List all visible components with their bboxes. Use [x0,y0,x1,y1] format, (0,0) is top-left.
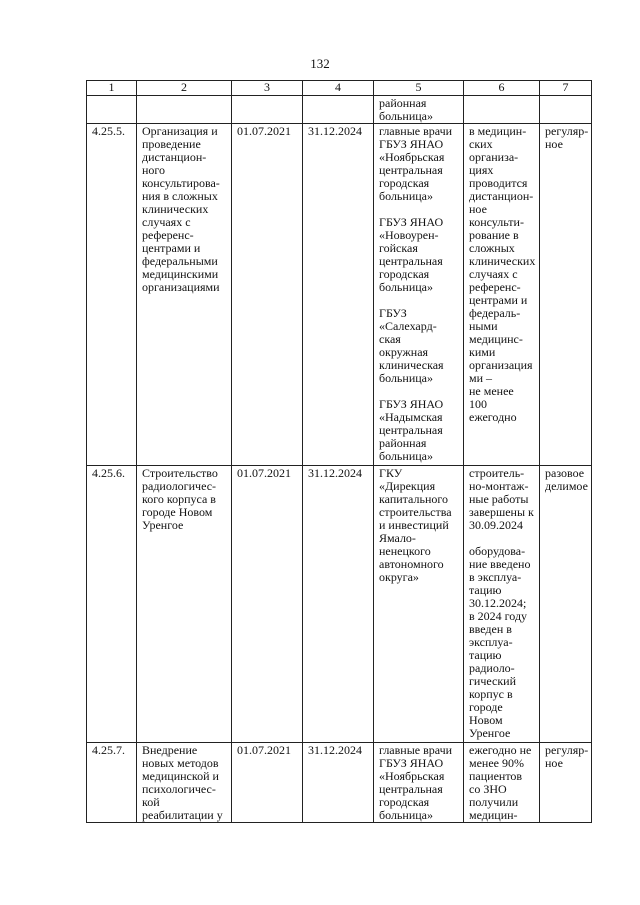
header-cell: 1 [87,81,137,96]
row-number: 4.25.5. [87,124,137,466]
row-number [87,96,137,124]
responsible: районная больница» [374,96,464,124]
start-date: 01.07.2021 [232,124,303,466]
header-cell: 5 [374,81,464,96]
responsible: главные врачи ГБУЗ ЯНАО «Ноябрьская центральная городская больница» ГБУЗ ЯНАО «Новоурен- гойская центральная городская больница» ГБУЗ «Салехард- ская окружная клиническая больница» ГБУЗ ЯНАО «Надымская центральная районная больница» [374,124,464,466]
table-row [87,466,592,743]
event-name: Строительство радиологичес- кого корпуса в городе Новом Уренгое [137,466,232,743]
result: строитель- но-монтаж- ные работы завершены к 30.09.2024 оборудова- ние введено в эксплуа- тацию 30.12.2024; в 2024 году введен в эксплуа- тацию радиоло- гический корпус в городе Новом Уренгое [464,466,540,743]
header-cell: 7 [540,81,592,96]
row-number: 4.25.6. [87,466,137,743]
table-row [87,743,592,823]
event-name: Внедрение новых методов медицинской и психологичес- кой реабилитации у [137,743,232,823]
event-type: разовое делимое [540,466,592,743]
end-date [303,96,374,124]
header-cell: 3 [232,81,303,96]
responsible: ГКУ «Дирекция капитального строительства и инвестиций Ямало- ненецкого автономного округа» [374,466,464,743]
end-date: 31.12.2024 [303,743,374,823]
table-row [87,96,592,124]
event-type [540,96,592,124]
start-date: 01.07.2021 [232,743,303,823]
page-number: 132 [310,56,330,71]
result: в медицин- ских организа- циях проводится дистанцион- ное консульти- рование в сложных клинических случаях с референс- центрами и федераль- ными медицинс- кими организация ми – не менее 100 ежегодно [464,124,540,466]
header-cell: 4 [303,81,374,96]
start-date: 01.07.2021 [232,466,303,743]
header-cell: 2 [137,81,232,96]
result: ежегодно не менее 90% пациентов со ЗНО получили медицин- [464,743,540,823]
event-name: Организация и проведение дистанцион- ного консультирова- ния в сложных клинических случаях с референс- центрами и федеральными медицинскими организациями [137,124,232,466]
event-name [137,96,232,124]
event-type: регуляр- ное [540,124,592,466]
plan-table [86,80,592,823]
table-header-row [87,81,592,96]
end-date: 31.12.2024 [303,466,374,743]
responsible: главные врачи ГБУЗ ЯНАО «Ноябрьская центральная городская больница» [374,743,464,823]
result [464,96,540,124]
row-number: 4.25.7. [87,743,137,823]
event-type: регуляр- ное [540,743,592,823]
start-date [232,96,303,124]
table-row [87,124,592,466]
header-cell: 6 [464,81,540,96]
end-date: 31.12.2024 [303,124,374,466]
